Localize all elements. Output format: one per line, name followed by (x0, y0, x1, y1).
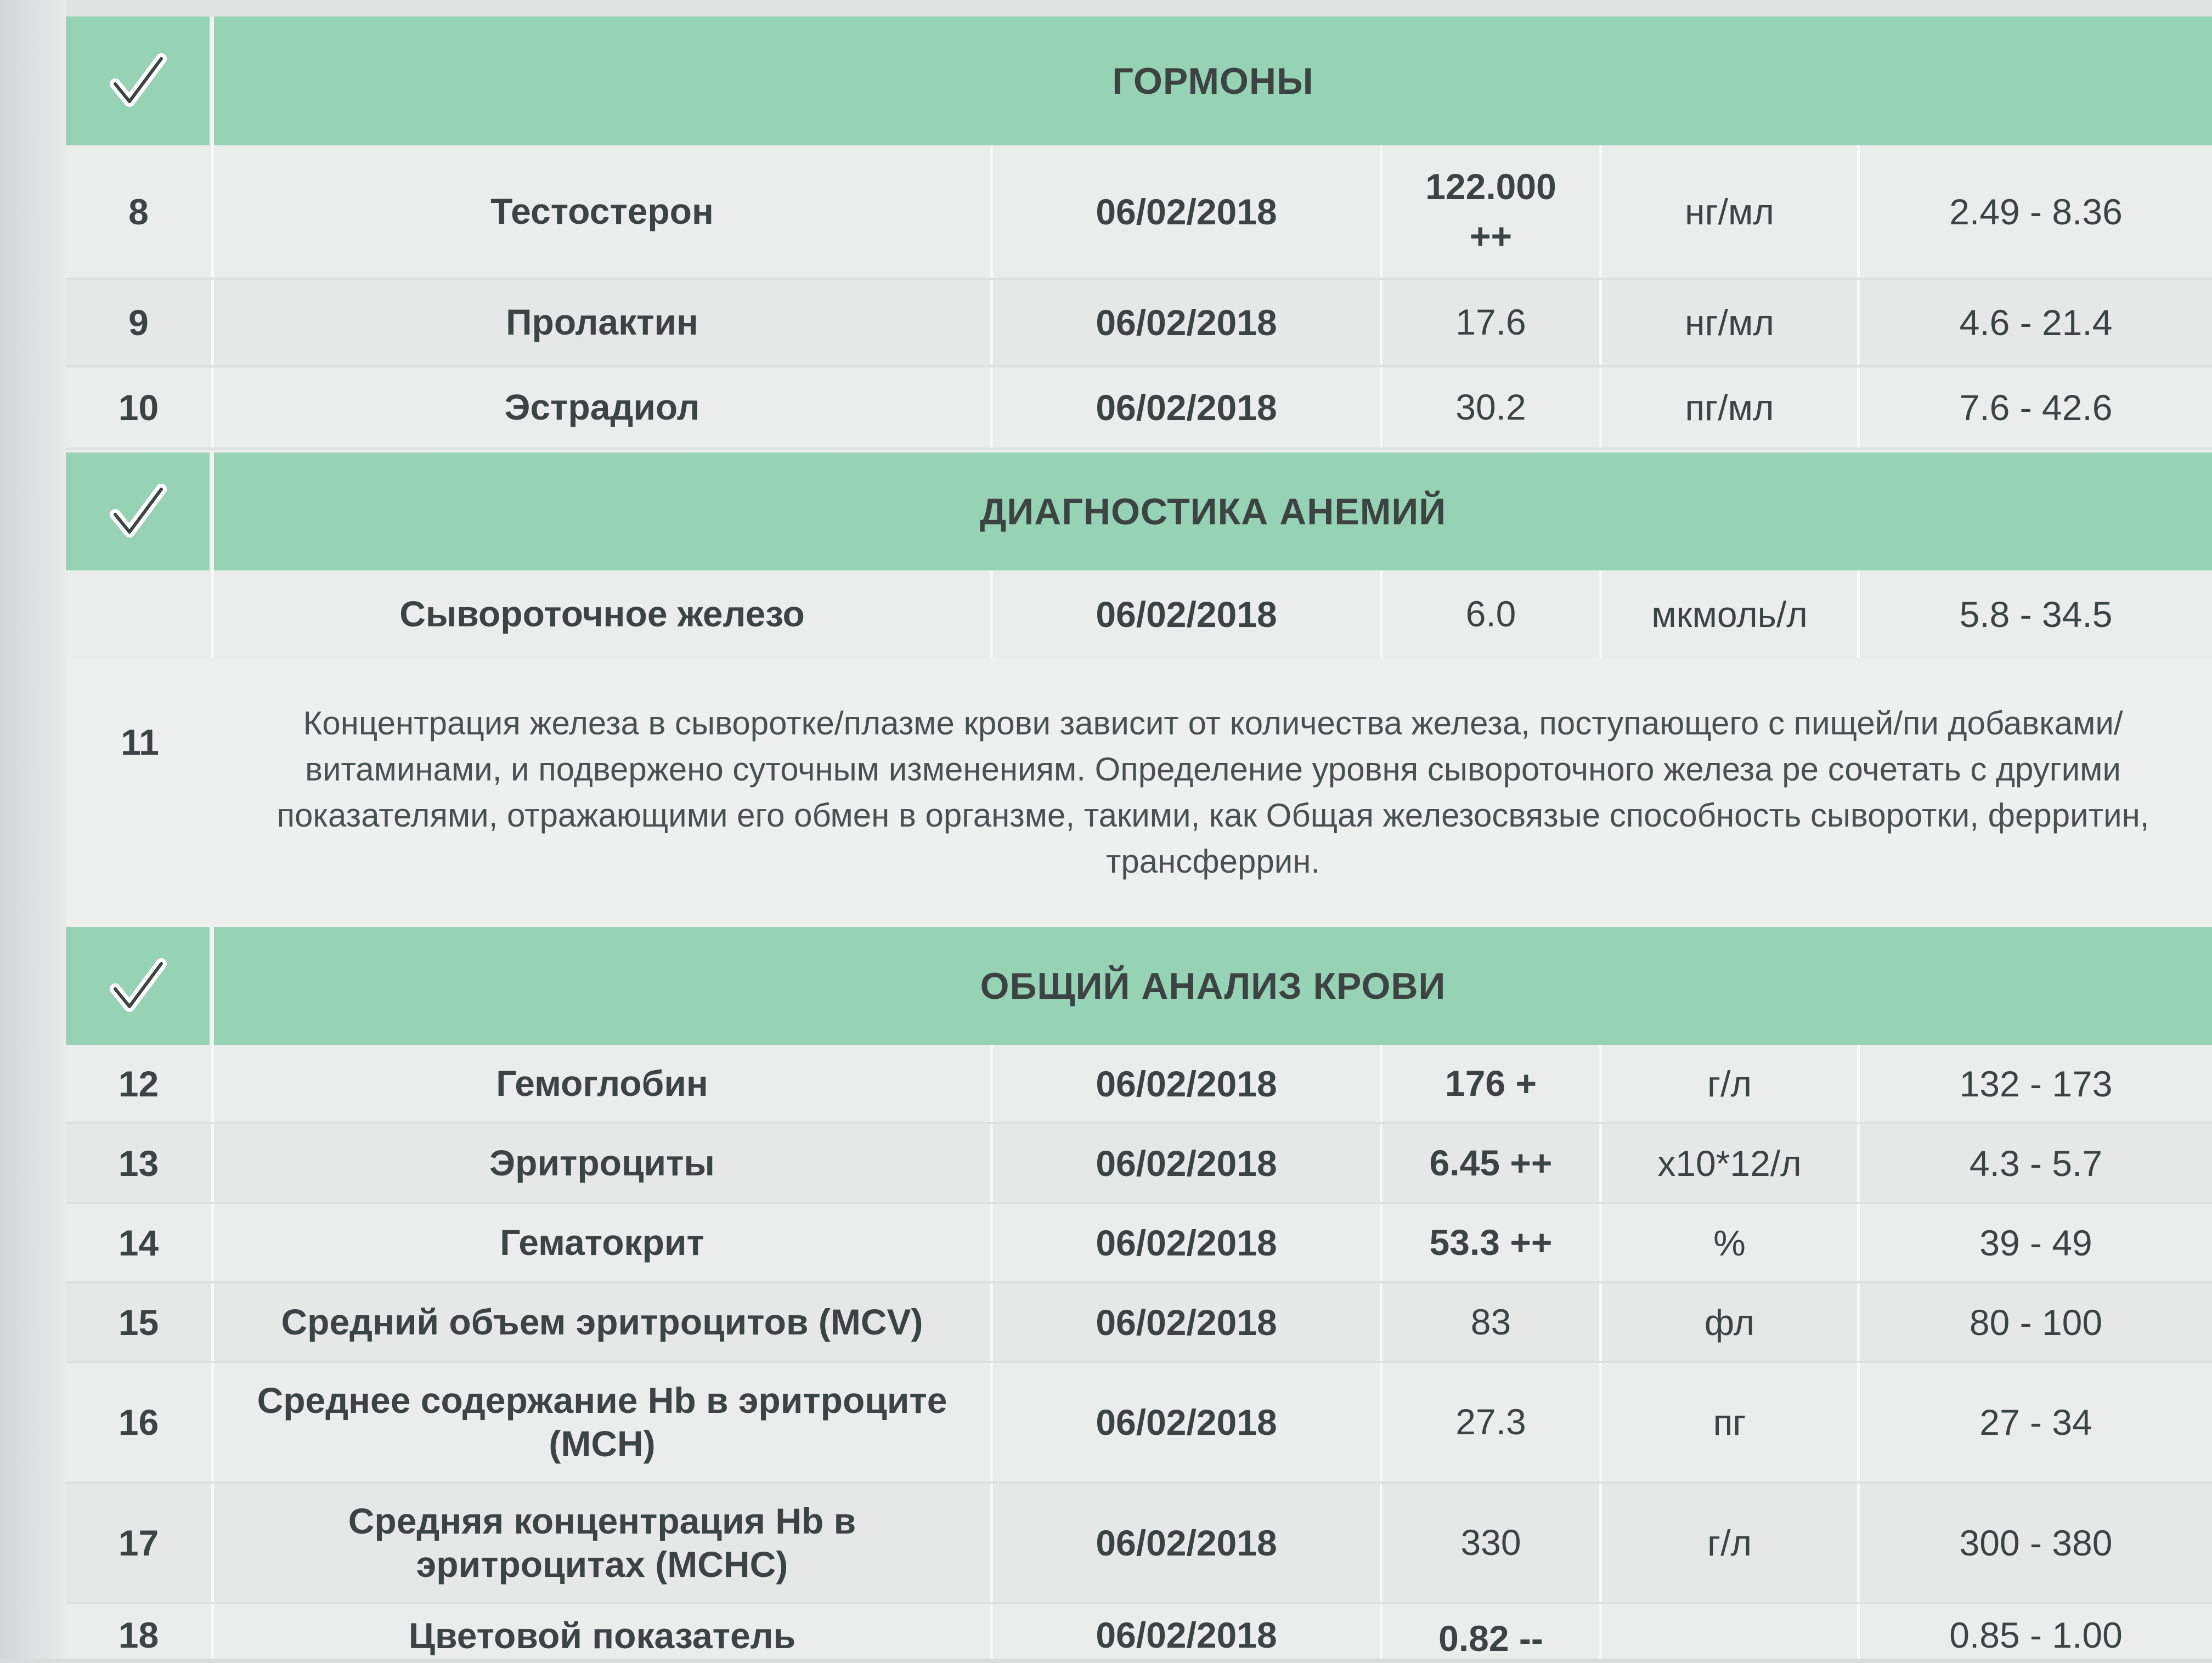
reference-range: 27 - 34 (1979, 1402, 2092, 1443)
section-check-cell[interactable] (66, 452, 214, 570)
section-title: ГОРМОНЫ (1112, 60, 1314, 102)
section-header-cbc (66, 927, 2212, 1045)
top-band (0, 0, 2212, 16)
table-row (66, 1204, 2212, 1283)
test-name: Эстрадиол (214, 367, 993, 448)
section-header-anemia (66, 452, 2212, 570)
test-unit: мкмоль/л (1602, 570, 1860, 658)
section-check-cell[interactable] (66, 927, 214, 1045)
test-date: 06/02/2018 (993, 1283, 1383, 1361)
row-number: 12 (66, 1045, 214, 1122)
test-value: 30.2 (1383, 367, 1602, 448)
test-name: Средний объем эритроцитов (MCV) (214, 1283, 993, 1361)
row-number: 16 (66, 1363, 214, 1481)
test-unit: пг (1602, 1363, 1860, 1481)
row-number: 17 (66, 1484, 214, 1602)
reference-range: 2.49 - 8.36 (1949, 191, 2123, 232)
test-name: Средняя концентрация Hb в эритроцитах (MCHC) (214, 1484, 993, 1602)
test-unit: нг/мл (1602, 280, 1860, 365)
test-name: Цветовой показатель (214, 1604, 993, 1659)
test-value: 330 (1383, 1484, 1602, 1602)
test-unit: г/л (1602, 1045, 1860, 1122)
test-date: 06/02/2018 (993, 280, 1383, 365)
table-row (66, 570, 2212, 658)
test-unit: пг/мл (1602, 367, 1860, 448)
test-unit (1602, 1604, 1860, 1659)
test-value: 53.3 ++ (1383, 1204, 1602, 1281)
reference-range: 80 - 100 (1969, 1302, 2103, 1343)
test-value-number: 122.000 (1425, 166, 1556, 207)
table-row (66, 1124, 2212, 1204)
test-date: 06/02/2018 (993, 1124, 1383, 1202)
table-row (66, 367, 2212, 450)
checkmark-icon (108, 51, 168, 111)
left-margin (0, 0, 66, 1659)
reference-range: 4.6 - 21.4 (1959, 302, 2113, 343)
test-value: 0.82 -- (1383, 1604, 1602, 1659)
reference-range: 39 - 49 (1979, 1222, 2092, 1263)
table-row (66, 1484, 2212, 1604)
table-row (66, 280, 2212, 367)
reference-range: 5.8 - 34.5 (1959, 594, 2113, 635)
row-number: 13 (66, 1124, 214, 1202)
test-value: 27.3 (1383, 1363, 1602, 1481)
row-number: 9 (66, 280, 214, 365)
test-name: Гематокрит (214, 1204, 993, 1281)
row-number: 18 (66, 1604, 214, 1659)
table-row (66, 1283, 2212, 1363)
test-date: 06/02/2018 (993, 367, 1383, 448)
section-header-hormones (66, 16, 2212, 145)
row-number: 8 (66, 145, 214, 278)
reference-range: 0.85 - 1.00 (1949, 1615, 2123, 1655)
test-value: 176 + (1383, 1045, 1602, 1122)
test-name: Пролактин (214, 280, 993, 365)
test-unit: г/л (1602, 1484, 1860, 1602)
table-row (66, 145, 2212, 280)
table-row (66, 1363, 2212, 1484)
test-note: Концентрация железа в сыворотке/плазме крови зависит от количества железа, поступающего с пищей/пи добавками/витаминами, и подвержено суточным изменениям. Определение уровня сывороточного железа ре сочетать с другими показателями, отражающими его обмен в органзме, такими, как Общая железосвязые способность сыворотки, ферритин, трансферрин. (276, 705, 2149, 880)
table-row (66, 1604, 2212, 1659)
row-number: 10 (66, 367, 214, 448)
test-name: Среднее содержание Hb в эритроците (MCH) (214, 1363, 993, 1481)
section-title: ОБЩИЙ АНАЛИЗ КРОВИ (980, 965, 1446, 1007)
test-unit: % (1602, 1204, 1860, 1281)
section-title: ДИАГНОСТИКА АНЕМИЙ (979, 490, 1447, 533)
test-date: 06/02/2018 (993, 1484, 1383, 1602)
reference-range: 7.6 - 42.6 (1959, 387, 2113, 428)
row-number: 15 (66, 1283, 214, 1361)
table-row-note (66, 658, 2212, 927)
checkmark-icon (108, 482, 168, 542)
row-number: 11 (121, 722, 159, 762)
test-value: 6.45 ++ (1383, 1124, 1602, 1202)
reference-range: 300 - 380 (1959, 1523, 2113, 1563)
test-value-flag: ++ (1469, 215, 1513, 256)
table-row (66, 1045, 2212, 1124)
test-date: 06/02/2018 (993, 570, 1383, 658)
reference-range: 4.3 - 5.7 (1969, 1142, 2103, 1184)
test-date: 06/02/2018 (993, 1204, 1383, 1281)
section-check-cell[interactable] (66, 16, 214, 145)
test-value: 6.0 (1383, 570, 1602, 658)
row-number-spacer (66, 570, 214, 658)
reference-range: 132 - 173 (1959, 1063, 2113, 1104)
test-date: 06/02/2018 (993, 1363, 1383, 1481)
test-name: Гемоглобин (214, 1045, 993, 1122)
test-unit: x10*12/л (1602, 1124, 1860, 1202)
test-name: Эритроциты (214, 1124, 993, 1202)
test-value: 17.6 (1383, 280, 1602, 365)
test-name: Тестостерон (214, 145, 993, 278)
test-unit: нг/мл (1602, 145, 1860, 278)
test-value: 83 (1383, 1283, 1602, 1361)
test-value (1383, 145, 1602, 278)
row-number: 14 (66, 1204, 214, 1281)
test-date: 06/02/2018 (993, 1604, 1383, 1659)
checkmark-icon (108, 956, 168, 1016)
test-name: Сывороточное железо (214, 570, 993, 658)
test-unit: фл (1602, 1283, 1860, 1361)
test-date: 06/02/2018 (993, 145, 1383, 278)
test-date: 06/02/2018 (993, 1045, 1383, 1122)
